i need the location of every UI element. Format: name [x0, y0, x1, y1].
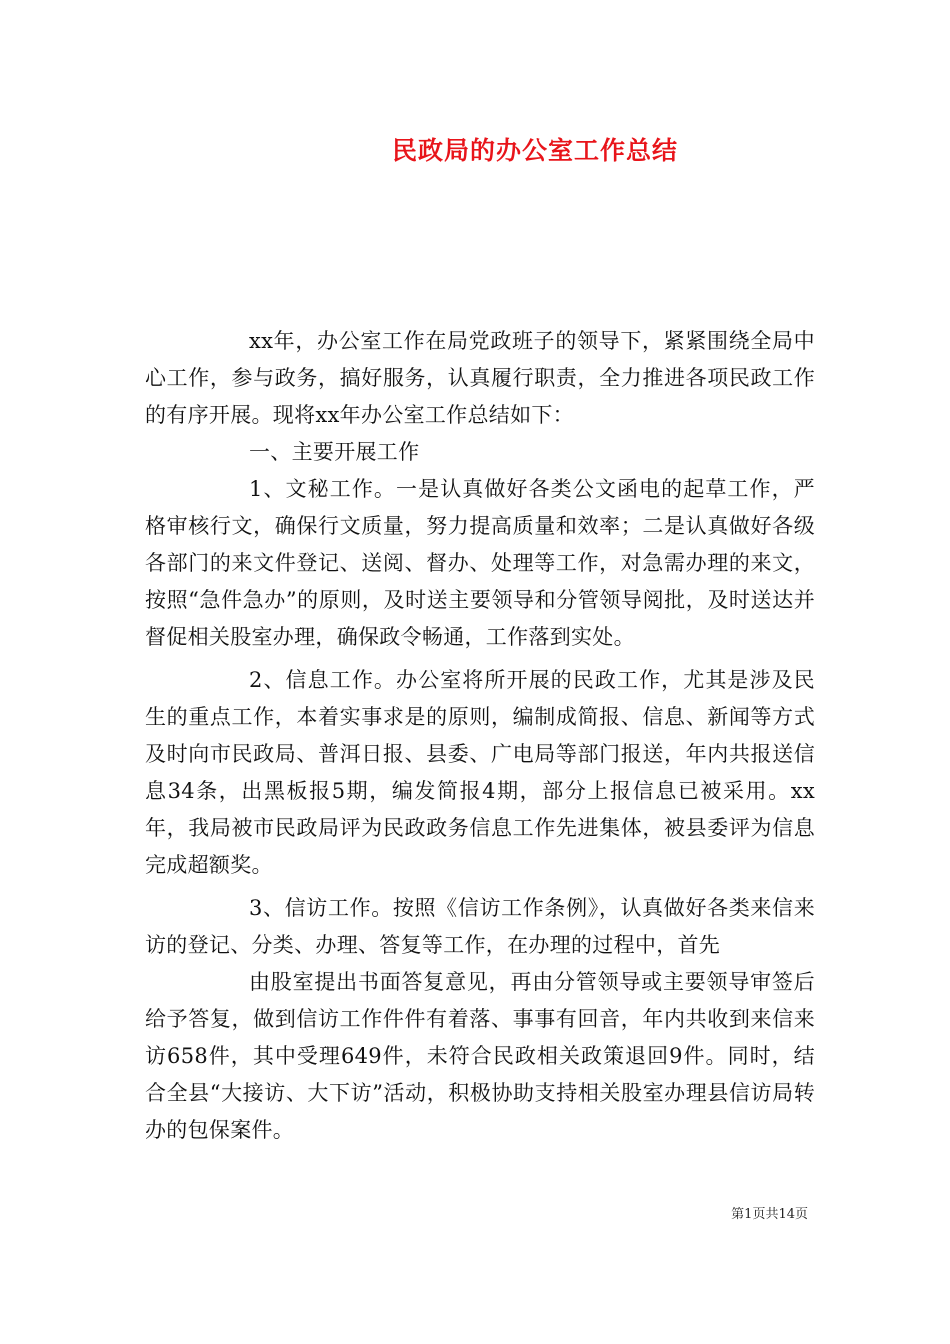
item-1-paragraph: 1、文秘工作。一是认真做好各类公文函电的起草工作，严格审核行文，确保行文质量，努力提高质量和效率；二是认真做好各级各部门的来文件登记、送阅、督办、处理等工作，对急需办理的来文，按照“急件急办”的原则，及时送主要领导和分管领导阅批，及时送达并督促相关股室办理，确保政令畅通，工作落到实处。 — [145, 477, 815, 649]
item-2-paragraph: 2、信息工作。办公室将所开展的民政工作，尤其是涉及民生的重点工作，本着实事求是的原则，编制成简报、信息、新闻等方式及时向市民政局、普洱日报、县委、广电局等部门报送，年内共报送信息34条，出黑板报5期，编发简报4期，部分上报信息已被采用。xx年，我局被市民政局评为民政政务信息工作先进集体，被县委评为信息完成超额奖。 — [145, 668, 815, 877]
section-heading: 一、主要开展工作 — [249, 440, 420, 464]
item-3-paragraph-part-2: 由股室提出书面答复意见，再由分管领导或主要领导审签后给予答复，做到信访工作件件有着落、事事有回音，年内共收到来信来访658件，其中受理649件，未符合民政相关政策退回9件。同时，结合全县“大接访、大下访”活动，积极协助支持相关股室办理县信访局转办的包保案件。 — [145, 970, 815, 1142]
page-indicator: 第1页共14页 — [731, 1207, 808, 1222]
intro-paragraph: xx年，办公室工作在局党政班子的领导下，紧紧围绕全局中心工作，参与政务，搞好服务，认真履行职责，全力推进各项民政工作的有序开展。现将xx年办公室工作总结如下： — [145, 329, 815, 427]
document-title: 民政局的办公室工作总结 — [391, 136, 678, 165]
item-3-paragraph-part-1: 3、信访工作。按照《信访工作条例》，认真做好各类来信来访的登记、分类、办理、答复等工作，在办理的过程中，首先 — [145, 896, 815, 957]
document-body — [145, 323, 815, 1149]
